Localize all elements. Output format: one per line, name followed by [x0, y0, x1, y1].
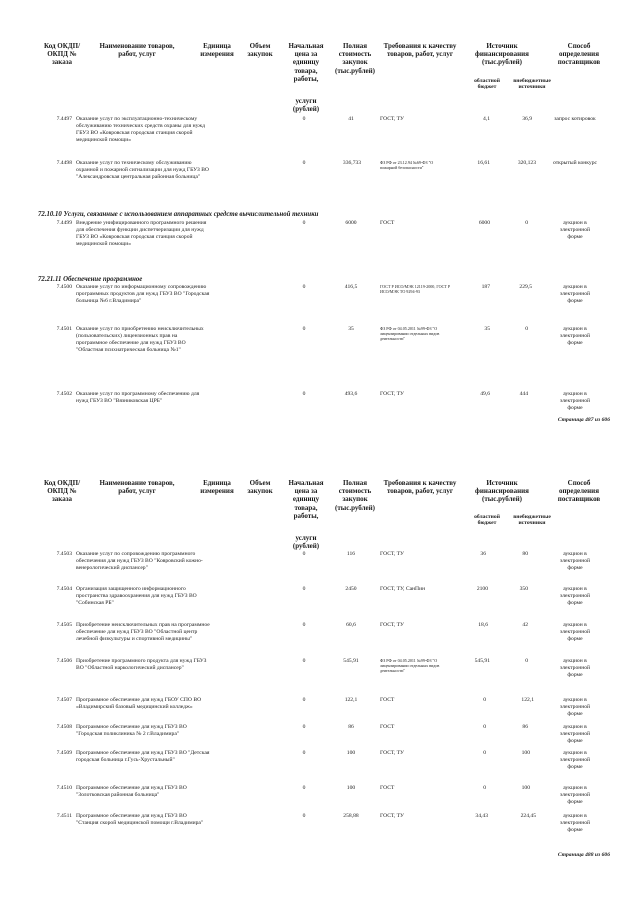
row-regional: 0 [483, 785, 486, 791]
header-extrabudget: внебюджетные источники [513, 78, 551, 91]
header-name: Наименование товаров, работ, услуг [99, 479, 175, 496]
row-total: 545,91 [343, 658, 359, 664]
header-code: Код ОКДП/ ОКПД № заказа [43, 42, 81, 67]
row-name: Программное обеспечение для нужд ГБУЗ ВО "Городская поликлиника № 2 г.Владимира" [76, 724, 187, 737]
row-total: 416,5 [344, 284, 358, 290]
row-regional: 0 [483, 724, 486, 730]
row-extrabudget: 229,5 [519, 284, 532, 290]
row-code: 7.4507 [56, 697, 72, 703]
row-requirements: ГОСТ, ТУ [380, 551, 404, 557]
header-source: Источник финансирования (тыс.рублей) [475, 42, 529, 67]
row-extrabudget: 122,1 [521, 697, 534, 703]
header-volume: Объем закупок [247, 479, 273, 496]
row-requirements: ФЗ РФ от 23.12.94 №69-ФЗ "О пожарной безопасности" [380, 160, 434, 171]
row-name: Оказание услуг по информационному сопровождению программных продуктов для нужд ГБУЗ ВО "Городская больница №6 г.Владимира" [76, 284, 210, 304]
row-code: 7.4501 [56, 326, 72, 332]
row-method: аукцион в электронной форме [559, 697, 591, 717]
row-total: 336,733 [342, 160, 362, 166]
row-regional: 36 [480, 551, 486, 557]
row-price: 0 [302, 284, 306, 290]
page-number: Страница 487 из 606 [557, 417, 610, 423]
row-name: Программное обеспечение для нужд ГБУЗ ВО "Станция скорой медицинской помощи г.Владимира" [76, 813, 204, 826]
row-code: 7.4502 [56, 391, 72, 397]
row-name: Программное обеспечение для нужд ГБОУ СПО ВО «Владимирский базовый медицинский колледж» [76, 697, 202, 710]
row-total: 100 [346, 785, 356, 791]
row-price: 0 [302, 160, 306, 166]
row-price: 0 [302, 551, 306, 557]
row-total: 493,6 [344, 391, 358, 397]
row-code: 7.4499 [56, 220, 72, 226]
row-code: 7.4500 [56, 284, 72, 290]
row-requirements: ГОСТ [380, 220, 395, 226]
row-code: 7.4505 [56, 622, 72, 628]
row-name: Оказание услуг по эксплуатационно-техническому обслуживанию технических средств охраны для нужд ГБУЗ ВО «Ковровская городская станция скорой медицинской помощи» [76, 116, 205, 143]
row-method: аукцион в электронной форме [559, 586, 591, 606]
row-name: Организация защищенного информационного пространства здравоохранения для нужд ГБУЗ ВО "Собинская РБ" [76, 586, 197, 606]
row-extrabudget: 320,123 [517, 160, 536, 166]
row-regional: 2100 [476, 586, 488, 592]
row-regional: 35 [484, 326, 490, 332]
row-method: аукцион в электронной форме [559, 813, 591, 833]
row-method: аукцион в электронной форме [559, 551, 591, 571]
row-price: 0 [302, 326, 306, 332]
row-regional: 0 [483, 750, 486, 756]
row-price: 0 [302, 116, 306, 122]
row-regional: 187 [481, 284, 490, 290]
row-extrabudget: 80 [522, 551, 528, 557]
row-total: 122,1 [344, 697, 358, 703]
row-total: 6000 [345, 220, 357, 226]
header-unit: Единица измерения [200, 42, 234, 59]
row-name: Оказание услуг по сопровождению программного обеспечения для нужд ГБУЗ ВО "Ковровский кожно-венерологический диспансер" [76, 551, 203, 571]
row-regional: 16,61 [477, 160, 490, 166]
row-total: 100 [346, 750, 356, 756]
row-price: 0 [302, 622, 306, 628]
row-method: открытый конкурс [553, 160, 597, 166]
row-requirements: ГОСТ, ТУ [380, 622, 404, 628]
header-source: Источник финансирования (тыс.рублей) [475, 479, 529, 504]
row-total: 41 [348, 116, 354, 122]
header-services-unit: услуги (рублей) [292, 534, 320, 551]
row-code: 7.4508 [56, 724, 72, 730]
header-total-cost: Полная стоимость закупок (тыс.рублей) [334, 479, 376, 512]
page-number: Страница 488 из 606 [557, 852, 610, 858]
row-method: аукцион в электронной форме [559, 724, 591, 744]
header-unit: Единица измерения [200, 479, 234, 496]
row-method: аукцион в электронной форме [559, 785, 591, 805]
row-method: запрос котировок [554, 116, 596, 122]
row-name: Приобретение программного продукта для нужд ГБУЗ ВО "Областной наркологический диспансер" [76, 658, 207, 671]
row-extrabudget: 350 [519, 586, 528, 592]
row-method: аукцион в электронной форме [559, 622, 591, 642]
row-extrabudget: 36,9 [522, 116, 532, 122]
section-heading: 72.21.11 Обеспечение программное [38, 276, 143, 283]
row-requirements: ГОСТ [380, 697, 395, 703]
header-regional: областной бюджет [474, 514, 500, 527]
row-regional: 49,6 [480, 391, 490, 397]
row-requirements: ГОСТ, ТУ, СанПин [380, 586, 426, 592]
row-extrabudget: 0 [525, 326, 528, 332]
row-name: Приобретение неисключительных прав на программное обеспечение для нужд ГБУЗ ВО "Областной центр лечебной физкультуры и спортивной медицины" [76, 622, 210, 642]
row-name: Оказание услуг по техническому обслуживанию охранной и пожарной сигнализации для нужд ГБУЗ ВО "Александровская центральная районная больница" [76, 160, 209, 180]
header-services-unit: услуги (рублей) [292, 97, 320, 114]
row-code: 7.4504 [56, 586, 72, 592]
row-method: аукцион в электронной форме [559, 220, 591, 240]
row-code: 7.4510 [56, 785, 72, 791]
row-total: 116 [346, 551, 356, 557]
row-total: 60,6 [346, 622, 356, 628]
row-price: 0 [302, 813, 306, 819]
row-price: 0 [302, 785, 306, 791]
row-requirements: ГОСТ, ТУ [380, 116, 404, 122]
row-extrabudget: 224,45 [520, 813, 536, 819]
row-name: Программное обеспечение для нужд ГБУЗ ВО "Детская городская больница г.Гусь-Хрустальный" [76, 750, 210, 763]
row-price: 0 [302, 586, 306, 592]
header-volume: Объем закупок [247, 42, 273, 59]
row-name: Внедрение унифицированного программного решения для обеспечения функции диспетчеризации для нужд ГБУЗ ВО «Ковровская городская станция скорой медицинской помощи» [76, 220, 207, 247]
row-name: Оказание услуг по программному обеспечению для нужд ГБУЗ ВО "Вязниковская ЦРБ" [76, 391, 200, 404]
header-regional: областной бюджет [474, 78, 500, 91]
row-price: 0 [302, 750, 306, 756]
row-extrabudget: 42 [522, 622, 528, 628]
row-price: 0 [302, 220, 306, 226]
section-heading: 72.10.10 Услуги, связанные с использованием аппаратных средств вычислительной техники [38, 211, 319, 218]
row-regional: 18,6 [478, 622, 488, 628]
row-requirements: ГОСТ, ТУ [380, 813, 404, 819]
row-name: Оказание услуг по приобретению неисключительных (пользовательских) лицензионных прав на программное обеспечение для нужд ГБУЗ ВО "Областная психиатрическая больница №1" [76, 326, 204, 353]
row-code: 7.4511 [56, 813, 72, 819]
row-total: 35 [348, 326, 354, 332]
row-total: 86 [348, 724, 354, 730]
row-requirements: ГОСТ, ТУ [380, 750, 404, 756]
row-requirements: ГОСТ [380, 785, 395, 791]
row-method: аукцион в электронной форме [559, 750, 591, 770]
row-requirements: ФЗ РФ от 04.05.2011 №99-ФЗ "О лицензировании отдельных видов деятельности" [380, 326, 440, 342]
row-extrabudget: 444 [519, 391, 528, 397]
row-extrabudget: 100 [521, 785, 530, 791]
row-extrabudget: 0 [525, 220, 528, 226]
row-regional: 34,43 [475, 813, 488, 819]
header-extrabudget: внебюджетные источники [513, 514, 551, 527]
row-requirements: ФЗ РФ от 04.05.2011 №99-ФЗ "О лицензировании отдельных видов деятельности" [380, 658, 440, 674]
row-regional: 545,91 [474, 658, 490, 664]
row-requirements: ГОСТ, ТУ [380, 391, 404, 397]
header-total-cost: Полная стоимость закупок (тыс.рублей) [334, 42, 376, 75]
row-code: 7.4506 [56, 658, 72, 664]
row-price: 0 [302, 697, 306, 703]
row-code: 7.4509 [56, 750, 72, 756]
header-name: Наименование товаров, работ, услуг [99, 42, 175, 59]
row-regional: 4,1 [483, 116, 490, 122]
row-regional: 0 [483, 697, 486, 703]
header-requirements: Требования к качеству товаров, работ, услуг [383, 42, 457, 59]
row-price: 0 [302, 724, 306, 730]
header-method: Способ определения поставщиков [557, 479, 601, 504]
header-method: Способ определения поставщиков [557, 42, 601, 67]
row-code: 7.4503 [56, 551, 72, 557]
row-total: 258,88 [343, 813, 359, 819]
header-requirements: Требования к качеству товаров, работ, услуг [383, 479, 457, 496]
row-code: 7.4497 [56, 116, 72, 122]
row-method: аукцион в электронной форме [559, 284, 591, 304]
row-requirements: ГОСТ [380, 724, 395, 730]
row-name: Программное обеспечение для нужд ГБУЗ ВО "Золотковская районная больница" [76, 785, 187, 798]
row-extrabudget: 100 [521, 750, 530, 756]
row-method: аукцион в электронной форме [559, 658, 591, 678]
row-method: аукцион в электронной форме [559, 391, 591, 411]
row-extrabudget: 86 [522, 724, 528, 730]
row-requirements: ГОСТ Р ИСО/МЭК 12119-2000, ГОСТ Р ИСО/МЭК ТО 9294-93 [380, 284, 451, 295]
row-code: 7.4498 [56, 160, 72, 166]
row-total: 2450 [345, 586, 357, 592]
row-price: 0 [302, 658, 306, 664]
row-price: 0 [302, 391, 306, 397]
row-method: аукцион в электронной форме [559, 326, 591, 346]
header-start-price: Начальная цена за единицу товара, работы, [288, 42, 324, 83]
row-regional: 6000 [478, 220, 490, 226]
header-code: Код ОКДП/ ОКПД № заказа [43, 479, 81, 504]
row-extrabudget: 0 [525, 658, 528, 664]
header-start-price: Начальная цена за единицу товара, работы, [288, 479, 324, 520]
